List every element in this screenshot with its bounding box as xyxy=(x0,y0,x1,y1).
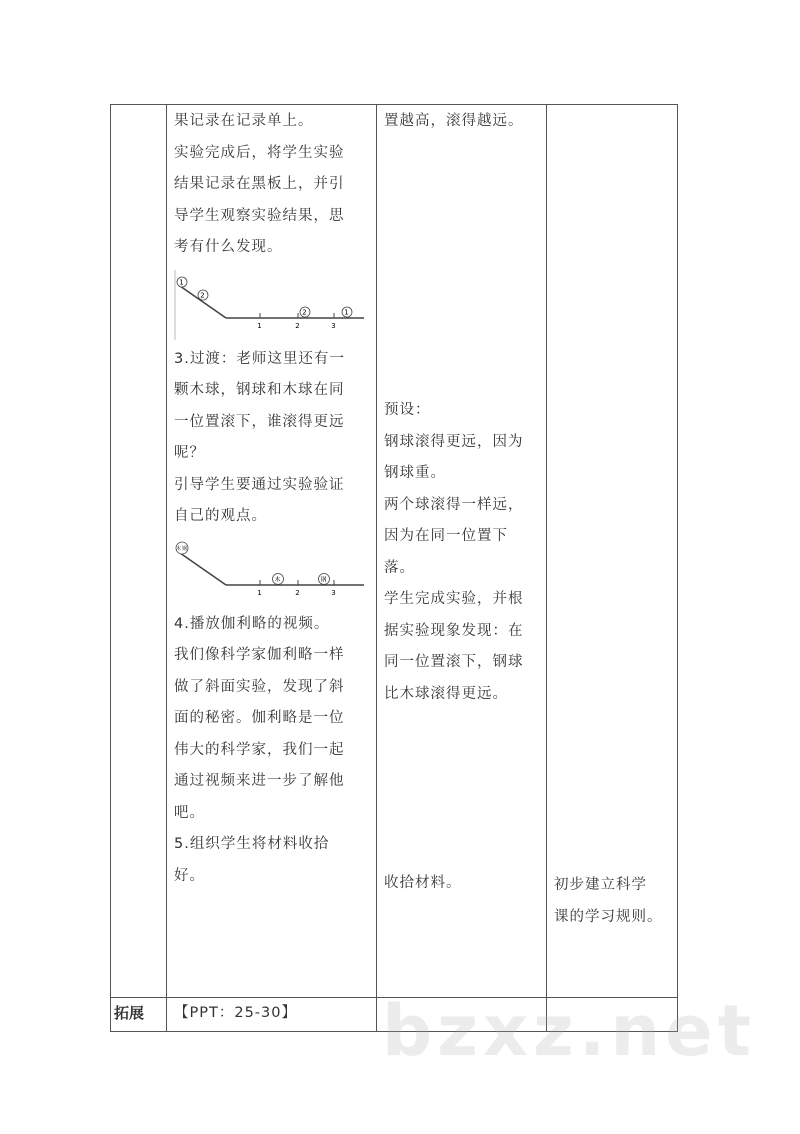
text-line: 落。 xyxy=(384,559,415,576)
text-line: 5.组织学生将材料收拾 xyxy=(174,836,330,852)
ball-label: 2 xyxy=(302,308,308,316)
text-line: 导学生观察实验结果，思 xyxy=(174,207,345,224)
text-line: 钢球滚得更远，因为 xyxy=(384,433,524,450)
student-activity-top xyxy=(384,106,544,138)
text-line: 钢球重。 xyxy=(384,465,446,481)
ball-label: 2 xyxy=(200,291,206,299)
table-divider-3 xyxy=(546,104,547,1032)
text-line: 果记录在记录单上。 xyxy=(174,113,314,129)
text-line: 同一位置滚下，钢球 xyxy=(384,654,524,670)
text-line: 学生完成实验，并根 xyxy=(384,591,524,607)
tick-label: 1 xyxy=(257,588,263,597)
tick-label: 3 xyxy=(331,321,337,330)
watermark: bzxz.net xyxy=(382,990,757,1072)
text-line: 3.过渡：老师这里还有一 xyxy=(174,350,345,367)
ppt-reference: 【PPT：25-30】 xyxy=(174,1005,297,1021)
text-line: 收拾材料。 xyxy=(384,875,462,891)
tick-label: 2 xyxy=(295,588,301,597)
text-line: 引导学生要通过实验验证 xyxy=(174,476,345,493)
text-line: 呢？ xyxy=(174,445,205,461)
ball-label: 木钢 xyxy=(175,545,189,552)
ball-label: 钢 xyxy=(320,576,328,583)
student-activity-mid xyxy=(384,395,544,710)
text-line: 结果记录在黑板上，并引 xyxy=(174,176,345,192)
text-line: 吧。 xyxy=(174,804,205,821)
ramp-diagram-2 xyxy=(174,539,370,605)
text-line: 4.播放伽利略的视频。 xyxy=(174,615,330,632)
text-line: 面的秘密。伽利略是一位 xyxy=(174,710,345,726)
design-intent-cell xyxy=(554,870,676,933)
text-line: 因为在同一位置下 xyxy=(384,528,508,544)
text-line: 做了斜面实验，发现了斜 xyxy=(174,678,345,695)
text-line: 比木球滚得更远。 xyxy=(384,685,508,702)
text-line: 考有什么发现。 xyxy=(174,239,283,255)
tick-label: 3 xyxy=(331,588,337,597)
text-line: 颗木球，钢球和木球在同 xyxy=(174,382,345,398)
table-border-top xyxy=(110,104,678,105)
teacher-activity-cell xyxy=(174,106,374,892)
text-line: 好。 xyxy=(174,867,205,884)
table-border-right xyxy=(677,104,678,1032)
text-line: 据实验现象发现：在 xyxy=(384,622,524,639)
student-activity-bottom xyxy=(384,868,544,900)
text-line: 实验完成后，将学生实验 xyxy=(174,144,345,161)
text-line: 通过视频来进一步了解他 xyxy=(174,773,345,789)
table-divider-1 xyxy=(166,104,167,1032)
tick-label: 1 xyxy=(257,321,263,330)
text-line: 两个球滚得一样远， xyxy=(384,496,524,513)
text-line: 自己的观点。 xyxy=(174,508,267,524)
text-line: 一位置滚下，谁滚得更远 xyxy=(174,413,345,430)
text-line: 置越高，滚得越远。 xyxy=(384,113,524,129)
table-divider-2 xyxy=(376,104,377,1032)
text-line: 伟大的科学家，我们一起 xyxy=(174,741,345,758)
table-border-left xyxy=(110,104,111,1032)
row-label-extension: 拓展 xyxy=(114,1004,145,1022)
text-line: 课的学习规则。 xyxy=(554,908,663,925)
text-line: 我们像科学家伽利略一样 xyxy=(174,647,345,663)
text-line: 预设： xyxy=(384,402,431,418)
text-line: 初步建立科学 xyxy=(554,877,647,893)
ball-label: 木 xyxy=(274,576,282,583)
tick-label: 2 xyxy=(295,321,301,330)
lesson-table xyxy=(110,104,678,1032)
ramp-diagram-1 xyxy=(174,270,370,340)
ball-label: 1 xyxy=(179,278,185,286)
ball-label: 1 xyxy=(344,308,350,316)
